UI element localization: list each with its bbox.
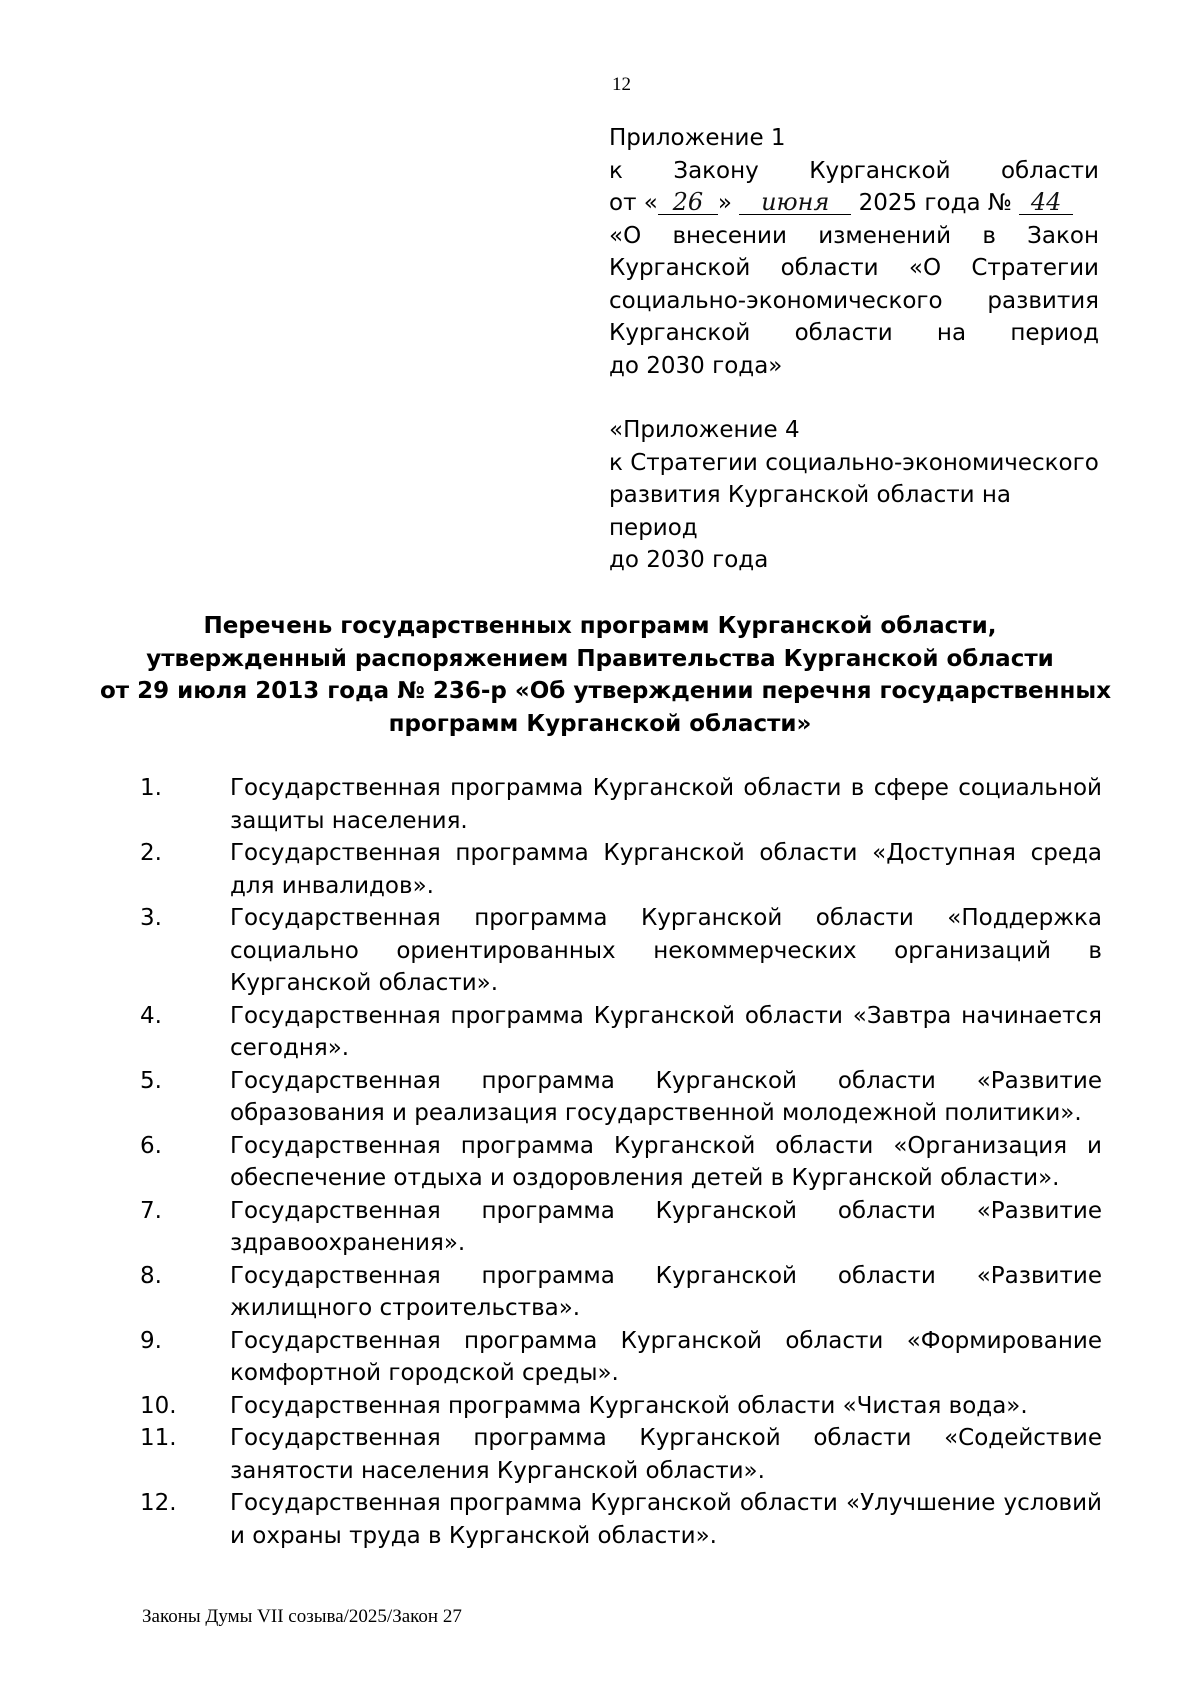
appendix-line: Курганской области на период — [609, 320, 1100, 346]
list-item — [140, 1260, 1102, 1325]
document-title — [100, 610, 1112, 740]
item-text: Государственная программа Курганской области «Завтра начинается сегодня». — [230, 1002, 1102, 1061]
item-number: 6. — [140, 1132, 162, 1159]
item-number: 10. — [140, 1392, 177, 1419]
list-item — [140, 1195, 1102, 1260]
item-number: 7. — [140, 1197, 162, 1224]
list-item — [140, 1130, 1102, 1195]
handwritten-day: 26 — [658, 190, 718, 215]
item-text: Государственная программа Курганской области «Развитие образования и реализация государственной молодежной политики». — [230, 1067, 1102, 1126]
list-item — [140, 1422, 1102, 1487]
appendix-line: социально-экономического развития — [609, 287, 1099, 314]
handwritten-month: июня — [739, 190, 851, 215]
item-text: Государственная программа Курганской области «Поддержка социально ориентированных некоммерческих организаций в Курганской области». — [230, 905, 1102, 996]
item-number: 1. — [140, 775, 162, 801]
item-text: Государственная программа Курганской области «Чистая вода». — [230, 1392, 1028, 1419]
appendix-law-line: к Закону Курганской области — [609, 157, 1099, 184]
title-line: Перечень государственных программ Курганской области, — [203, 613, 997, 639]
item-text: Государственная программа Курганской области «Доступная среда для инвалидов». — [230, 840, 1102, 899]
sub-appendix-line: развития Курганской области на период — [609, 482, 1012, 541]
appendix-header — [609, 122, 1099, 577]
item-text: Государственная программа Курганской области «Развитие жилищного строительства». — [230, 1262, 1102, 1321]
list-item — [140, 1065, 1102, 1130]
sub-appendix-line: к Стратегии социально-экономического — [609, 449, 1099, 476]
page-number: 12 — [612, 74, 631, 95]
appendix-line: до 2030 года» — [609, 352, 783, 379]
item-text: Государственная программа Курганской области «Содействие занятости населения Курганской области». — [230, 1425, 1102, 1484]
date-year: 2025 года № — [858, 190, 1012, 216]
list-item — [140, 1487, 1102, 1552]
list-item — [140, 837, 1102, 902]
list-item — [140, 1390, 1102, 1423]
item-text: Государственная программа Курганской области в сфере социальной защиты населения. — [230, 775, 1102, 834]
appendix-line: Приложение 1 — [609, 125, 786, 151]
item-number: 12. — [140, 1490, 177, 1516]
appendix-line: Курганской области «О Стратегии — [609, 255, 1099, 281]
item-number: 9. — [140, 1327, 162, 1354]
list-item — [140, 1000, 1102, 1065]
title-line: от 29 июля 2013 года № 236-р «Об утверждении перечня государственных — [100, 678, 1112, 704]
program-list — [140, 772, 1102, 1552]
list-item — [140, 1325, 1102, 1390]
item-number: 3. — [140, 905, 162, 931]
item-number: 5. — [140, 1067, 162, 1094]
title-line: программ Курганской области» — [388, 710, 812, 737]
date-prefix: от « — [609, 190, 658, 216]
sub-appendix-line: до 2030 года — [609, 547, 769, 573]
item-text: Государственная программа Курганской области «Организация и обеспечение отдыха и оздоровления детей в Курганской области». — [230, 1132, 1102, 1191]
list-item — [140, 772, 1102, 837]
handwritten-law-number: 44 — [1019, 190, 1073, 215]
appendix-date-line: от « 26 » июня 2025 года № 44 — [609, 187, 1099, 220]
item-number: 11. — [140, 1425, 177, 1451]
item-number: 4. — [140, 1002, 162, 1029]
appendix-line: «О внесении изменений в Закон — [609, 222, 1100, 249]
sub-appendix-line: «Приложение 4 — [609, 417, 800, 443]
title-line: утвержденный распоряжением Правительства Курганской области — [146, 645, 1054, 672]
item-number: 8. — [140, 1262, 162, 1289]
item-text: Государственная программа Курганской области «Формирование комфортной городской среды». — [230, 1327, 1102, 1386]
item-number: 2. — [140, 840, 162, 866]
item-text: Государственная программа Курганской области «Развитие здравоохранения». — [230, 1197, 1102, 1256]
footer-reference: Законы Думы VII созыва/2025/Закон 27 — [142, 1606, 462, 1627]
item-text: Государственная программа Курганской области «Улучшение условий и охраны труда в Курганской области». — [230, 1490, 1102, 1549]
list-item — [140, 902, 1102, 1000]
